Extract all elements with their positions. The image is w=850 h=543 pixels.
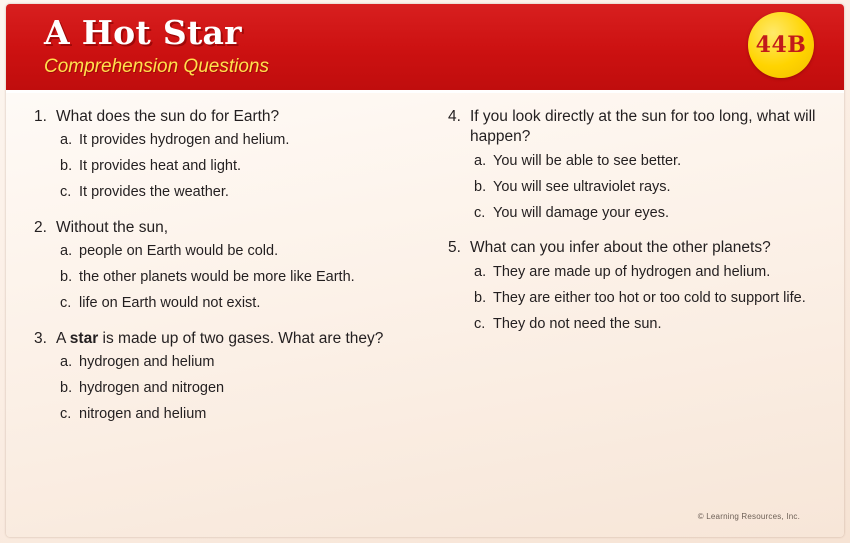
choice-list	[34, 131, 424, 202]
card-inner	[6, 4, 844, 537]
choice-text: nitrogen and helium	[79, 406, 207, 423]
choice-option[interactable]	[34, 379, 424, 398]
question-text: If you look directly at the sun for too long, what will happen?	[470, 108, 816, 146]
choice-option[interactable]	[34, 268, 424, 287]
choice-letter: b.	[60, 380, 73, 397]
choice-letter: a.	[60, 132, 73, 149]
choice-option[interactable]	[34, 242, 424, 261]
card-number-badge	[748, 12, 814, 78]
choice-list	[448, 263, 838, 334]
choice-text: You will see ultraviolet rays.	[493, 178, 671, 195]
choice-letter: c.	[60, 295, 72, 312]
choice-option[interactable]	[448, 263, 838, 282]
choice-option[interactable]	[34, 294, 424, 313]
question-text	[56, 329, 424, 349]
choice-option[interactable]	[34, 157, 424, 176]
choice-letter: a.	[60, 354, 73, 371]
copyright-notice: © Learning Resources, Inc.	[697, 512, 800, 521]
choice-list	[448, 152, 838, 223]
choice-letter: b.	[474, 178, 487, 195]
question-number: 2.	[34, 218, 47, 236]
question-text-before: A	[56, 329, 70, 347]
choice-letter: c.	[474, 315, 486, 332]
choice-option[interactable]	[448, 289, 838, 308]
choice-option[interactable]	[448, 204, 838, 223]
choice-text: You will damage your eyes.	[493, 204, 669, 221]
page-title: A Hot Star	[44, 13, 242, 52]
choice-text: It provides hydrogen and helium.	[79, 132, 290, 149]
choice-letter: b.	[60, 158, 73, 175]
question-text: What does the sun do for Earth?	[56, 108, 280, 125]
question-number: 3.	[34, 329, 47, 347]
choice-text: They do not need the sun.	[493, 315, 662, 332]
page-subtitle: Comprehension Questions	[44, 56, 269, 77]
questions-column-right	[448, 107, 838, 440]
question-3	[34, 329, 424, 424]
choice-text: You will be able to see better.	[493, 152, 682, 169]
choice-text: the other planets would be more like Earth.	[79, 269, 355, 286]
question-text: What can you infer about the other planets?	[470, 239, 771, 257]
question-2	[34, 218, 424, 313]
choice-letter: b.	[60, 269, 73, 286]
choice-option[interactable]	[448, 315, 838, 334]
question-number: 5.	[448, 239, 461, 257]
choice-text: They are made up of hydrogen and helium.	[493, 263, 771, 280]
choice-text: They are either too hot or too cold to support life.	[493, 289, 806, 306]
questions-body	[6, 93, 844, 440]
choice-option[interactable]	[34, 183, 424, 202]
question-5	[448, 238, 838, 333]
choice-option[interactable]	[34, 131, 424, 150]
choice-letter: a.	[60, 243, 73, 260]
choice-list	[34, 242, 424, 313]
question-text-after: is made up of two gases. What are they?	[98, 329, 384, 347]
choice-text: hydrogen and helium	[79, 354, 215, 371]
choice-option[interactable]	[448, 152, 838, 171]
choice-letter: b.	[474, 289, 487, 306]
choice-text: It provides the weather.	[79, 184, 229, 201]
choice-text: It provides heat and light.	[79, 158, 242, 175]
questions-column-left	[34, 107, 424, 440]
question-1	[34, 107, 424, 202]
question-text: Without the sun,	[56, 218, 169, 236]
card-number-label: 44B	[755, 32, 807, 58]
choice-text: life on Earth would not exist.	[79, 295, 261, 312]
question-keyword: star	[69, 329, 99, 347]
card-header	[6, 4, 844, 93]
choice-letter: c.	[60, 184, 72, 201]
choice-letter: c.	[474, 204, 486, 221]
choice-option[interactable]	[448, 178, 838, 197]
question-4	[448, 107, 838, 222]
choice-letter: c.	[60, 406, 72, 423]
choice-text: people on Earth would be cold.	[79, 243, 279, 260]
question-number: 1.	[34, 108, 47, 125]
choice-letter: a.	[474, 263, 487, 280]
choice-option[interactable]	[34, 353, 424, 372]
choice-option[interactable]	[34, 405, 424, 424]
question-number: 4.	[448, 108, 461, 125]
choice-letter: a.	[474, 152, 487, 169]
choice-text: hydrogen and nitrogen	[79, 380, 225, 397]
choice-list	[34, 353, 424, 424]
